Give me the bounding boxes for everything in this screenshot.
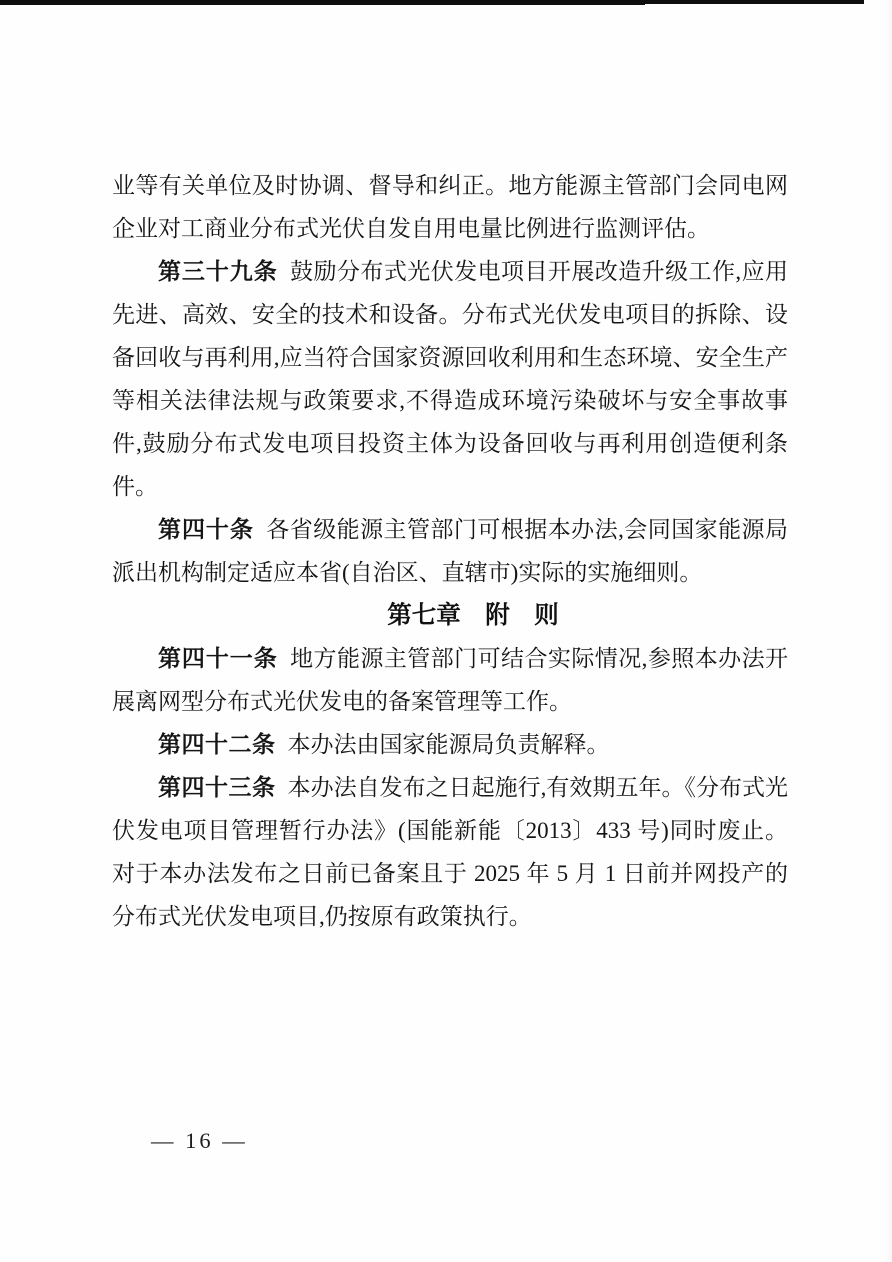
- document-body: [112, 164, 788, 938]
- article-paragraph-39: [112, 250, 788, 508]
- paragraph-continuation: [112, 164, 788, 250]
- article-paragraph-41: [112, 637, 788, 723]
- article-number: 第三十九条: [158, 259, 278, 284]
- paragraph-text: 业等有关单位及时协调、督导和纠正。地方能源主管部门会同电网企业对工商业分布式光伏自发自用电量比例进行监测评估。: [112, 173, 788, 241]
- chapter-heading: 第七章 附 则: [387, 602, 559, 629]
- paragraph-text: 本办法由国家能源局负责解释。: [287, 732, 610, 757]
- article-paragraph-40: [112, 508, 788, 594]
- paragraph-text: 地方能源主管部门可结合实际情况,参照本办法开展离网型分布式光伏发电的备案管理等工作。: [112, 646, 789, 714]
- paragraph-text: 各省级能源主管部门可根据本办法,会同国家能源局派出机构制定适应本省(自治区、直辖市)实际的实施细则。: [112, 517, 789, 585]
- article-number: 第四十一条: [158, 646, 278, 671]
- article-number: 第四十二条: [158, 732, 276, 757]
- scan-artifact-right-edge: [885, 0, 892, 1262]
- article-number: 第四十三条: [158, 775, 276, 800]
- page-number: — 16 —: [151, 1128, 248, 1153]
- paragraph-text: 本办法自发布之日起施行,有效期五年。《分布式光伏发电项目管理暂行办法》(国能新能〔2013〕433 号)同时废止。对于本办法发布之日前已备案且于 2025 年 5 月 1 日前并网投产的分布式光伏发电项目,仍按原有政策执行。: [112, 775, 789, 929]
- scan-artifact-top-bar: [0, 0, 864, 4]
- paragraph-text: 鼓励分布式光伏发电项目开展改造升级工作,应用先进、高效、安全的技术和设备。分布式光伏发电项目的拆除、设备回收与再利用,应当符合国家资源回收利用和生态环境、安全生产等相关法律法规与政策要求,不得造成环境污染破坏与安全事故事件,鼓励分布式发电项目投资主体为设备回收与再利用创造便利条件。: [112, 259, 789, 499]
- article-paragraph-42: [112, 723, 788, 766]
- article-number: 第四十条: [158, 517, 254, 542]
- article-paragraph-43: [112, 766, 788, 938]
